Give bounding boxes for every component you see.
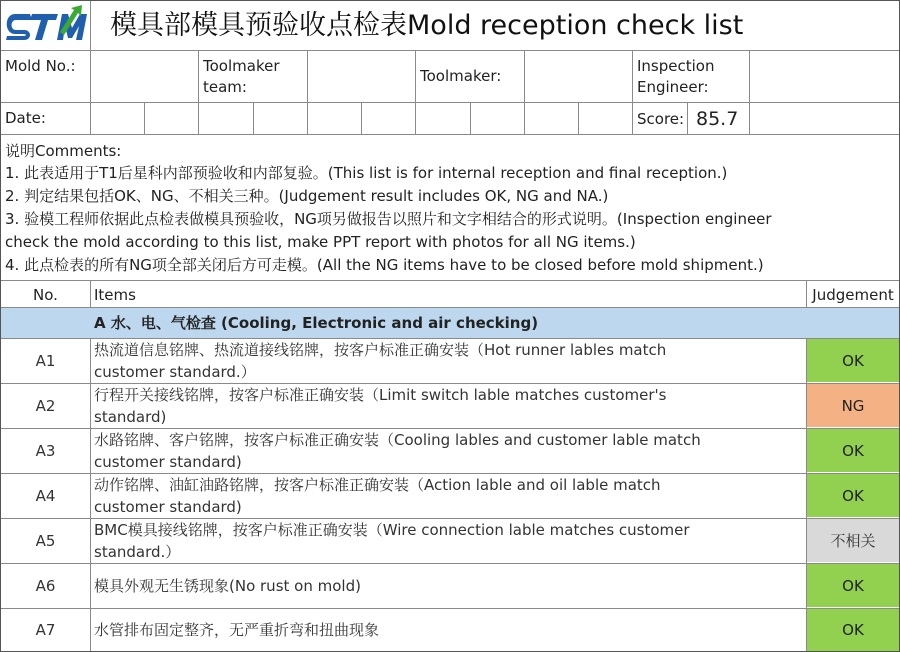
row-item-line: 水路铭牌、客户铭牌，按客户标准正确安装（Cooling lables and customer lable match <box>94 431 701 449</box>
company-logo <box>2 2 90 48</box>
row-item-line: 行程开关接线铭牌，按客户标准正确安装（Limit switch lable matches customer's <box>94 386 667 404</box>
comment-line-3b: check the mold according to this list, make PPT report with photos for all NG items.) <box>5 233 636 251</box>
date-label: Date: <box>5 109 46 127</box>
judgement-value: OK <box>842 621 864 639</box>
row-item-line: 动作铭牌、油缸油路铭牌，按客户标准正确安装（Action lable and oil lable match <box>94 476 661 494</box>
row-number: A7 <box>35 621 56 639</box>
row-item-line: customer standard) <box>94 453 242 471</box>
page-title: 模具部模具预验收点检表Mold reception check list <box>110 10 744 41</box>
row-item-line: standard.） <box>94 543 181 561</box>
section-title: A 水、电、气检查 (Cooling, Electronic and air checking) <box>94 314 539 332</box>
judgement-value: OK <box>842 487 864 505</box>
row-item-line: 模具外观无生锈现象(No rust on mold) <box>94 577 361 595</box>
comment-line-3: 3. 验模工程师依据此点检表做模具预验收，NG项另做报告以照片和文字相结合的形式说明。(Inspection engineer <box>5 210 772 228</box>
judgement-value: NG <box>841 397 865 415</box>
row-number: A5 <box>35 532 56 550</box>
row-item-line: BMC模具接线铭牌，按客户标准正确安装（Wire connection lable matches customer <box>94 521 690 539</box>
row-item-line: 水管排布固定整齐，无严重折弯和扭曲现象 <box>94 621 380 639</box>
row-item-line: 热流道信息铭牌、热流道接线铭牌，按客户标准正确安装（Hot runner lables match <box>94 341 667 359</box>
judgement-value: 不相关 <box>830 532 876 550</box>
inspection-engineer-label: Inspection Engineer: <box>637 57 715 96</box>
column-header-no: No. <box>33 286 58 304</box>
comment-line-4: 4. 此点检表的所有NG项全部关闭后方可走模。(All the NG items have to be closed before mold shipment.) <box>5 256 764 274</box>
judgement-value: OK <box>842 352 864 370</box>
row-number: A6 <box>35 577 56 595</box>
row-number: A1 <box>35 352 56 370</box>
judgement-value: OK <box>842 442 864 460</box>
row-number: A3 <box>35 442 56 460</box>
column-header-items: Items <box>94 286 136 304</box>
toolmaker-label: Toolmaker: <box>420 67 502 85</box>
row-number: A2 <box>35 397 56 415</box>
comments-heading: 说明Comments: <box>5 142 122 160</box>
column-header-judgement: Judgement <box>812 286 894 304</box>
row-item-line: customer standard) <box>94 498 242 516</box>
score-value: 85.7 <box>696 108 739 130</box>
toolmaker-team-label: Toolmaker team: <box>203 57 280 96</box>
row-number: A4 <box>35 487 56 505</box>
comment-line-2: 2. 判定结果包括OK、NG、不相关三种。(Judgement result includes OK, NG and NA.) <box>5 187 609 205</box>
comment-line-1: 1. 此表适用于T1后星科内部预验收和内部复验。(This list is for internal reception and final reception.) <box>5 164 728 182</box>
judgement-value: OK <box>842 577 864 595</box>
score-label: Score: <box>637 110 685 128</box>
row-item-line: customer standard.） <box>94 363 256 381</box>
mold-no-label: Mold No.: <box>5 57 76 75</box>
row-item-line: standard) <box>94 408 167 426</box>
